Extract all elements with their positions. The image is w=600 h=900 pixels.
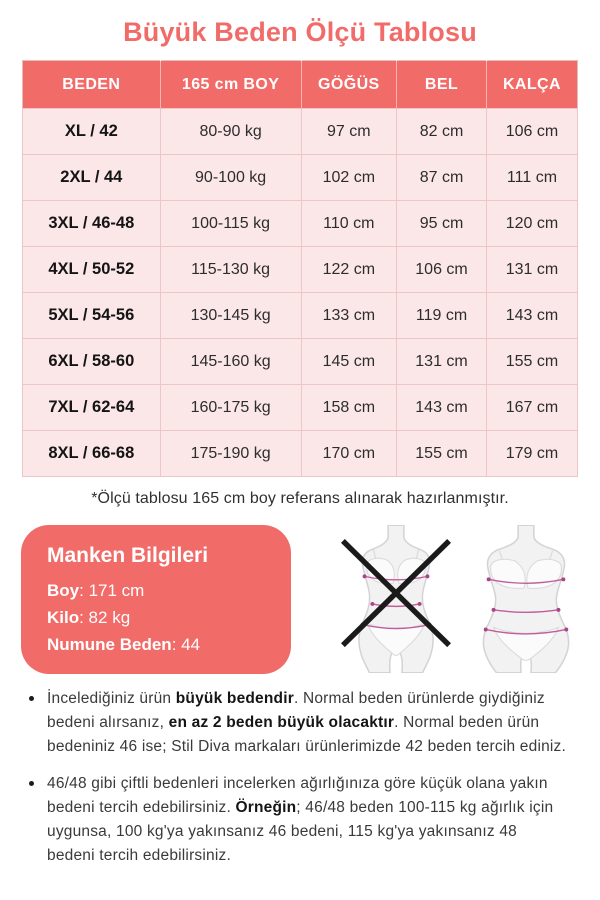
- column-header: BEL: [397, 61, 487, 109]
- page-title: Büyük Beden Ölçü Tablosu: [123, 17, 477, 47]
- measurement-cell: 102 cm: [301, 155, 396, 201]
- wrong-fit-figure: [337, 525, 455, 673]
- table-row: [23, 385, 578, 431]
- measurement-cell: 143 cm: [397, 385, 487, 431]
- table-row: [23, 339, 578, 385]
- table-row: [23, 201, 578, 247]
- model-info-field: Numune Beden: 44: [47, 635, 201, 654]
- measurement-cell: 145-160 kg: [160, 339, 301, 385]
- measurement-cell: 111 cm: [486, 155, 577, 201]
- column-header: BEDEN: [23, 61, 161, 109]
- measurement-cell: 106 cm: [397, 247, 487, 293]
- measurement-cell: 115-130 kg: [160, 247, 301, 293]
- size-table-header-row: [23, 61, 578, 109]
- column-header: 165 cm BOY: [160, 61, 301, 109]
- size-cell: XL / 42: [23, 109, 161, 155]
- measurement-cell: 158 cm: [301, 385, 396, 431]
- measurement-cell: 143 cm: [486, 293, 577, 339]
- model-info-field: Boy: 171 cm: [47, 581, 145, 600]
- table-row: [23, 109, 578, 155]
- measurement-cell: 106 cm: [486, 109, 577, 155]
- correct-fit-figure: [467, 525, 585, 673]
- table-row: [23, 431, 578, 477]
- model-info-fields: [47, 577, 265, 658]
- table-footnote: *Ölçü tablosu 165 cm boy referans alınarak hazırlanmıştır.: [91, 490, 509, 507]
- measurement-cell: 120 cm: [486, 201, 577, 247]
- column-header: GÖĞÜS: [301, 61, 396, 109]
- measurement-cell: 119 cm: [397, 293, 487, 339]
- size-chart-table: [22, 60, 578, 477]
- size-cell: 3XL / 46-48: [23, 201, 161, 247]
- measurement-cell: 167 cm: [486, 385, 577, 431]
- measurement-cell: 175-190 kg: [160, 431, 301, 477]
- measurement-cell: 179 cm: [486, 431, 577, 477]
- note-text: 46/48 gibi çiftli bedenleri incelerken ağırlığınıza göre küçük olana yakın bedeni tercih edebilirsiniz. Örneğin; 46/48 beden 100-115 kg ağırlık için uygunsa, 100 kg'ya yakınsanız 46 bedeni, 115 kg'ya yakınsanız 48 bedeni tercih edebilirsiniz.: [47, 775, 554, 864]
- bullet-dot-icon: [29, 781, 34, 786]
- measurement-cell: 95 cm: [397, 201, 487, 247]
- measurement-cell: 155 cm: [486, 339, 577, 385]
- measurement-cell: 90-100 kg: [160, 155, 301, 201]
- measurement-cell: 131 cm: [397, 339, 487, 385]
- measurement-cell: 80-90 kg: [160, 109, 301, 155]
- measurement-cell: 133 cm: [301, 293, 396, 339]
- measurement-cell: 170 cm: [301, 431, 396, 477]
- measurement-cell: 122 cm: [301, 247, 396, 293]
- note-text: İncelediğiniz ürün büyük bedendir. Normal beden ürünlerde giydiğiniz bedeni alırsanız, en az 2 beden büyük olacaktır. Normal beden ürün bedeniniz 46 ise; Stil Diva markaları ürünlerimizde 42 beden tercih ediniz.: [47, 690, 567, 755]
- info-notes: [0, 687, 600, 868]
- cross-x-icon: [337, 525, 455, 673]
- size-cell: 8XL / 66-68: [23, 431, 161, 477]
- table-row: [23, 247, 578, 293]
- measurement-cell: 130-145 kg: [160, 293, 301, 339]
- measurement-cell: 110 cm: [301, 201, 396, 247]
- size-cell: 4XL / 50-52: [23, 247, 161, 293]
- size-cell: 7XL / 62-64: [23, 385, 161, 431]
- measurement-cell: 155 cm: [397, 431, 487, 477]
- model-info-section: [0, 525, 600, 674]
- size-cell: 6XL / 58-60: [23, 339, 161, 385]
- measurement-cell: 131 cm: [486, 247, 577, 293]
- measurement-cell: 160-175 kg: [160, 385, 301, 431]
- model-info-field: Kilo: 82 kg: [47, 608, 131, 627]
- note-item: [26, 687, 574, 759]
- measurement-cell: 100-115 kg: [160, 201, 301, 247]
- table-row: [23, 293, 578, 339]
- model-info-title: Manken Bilgileri: [47, 544, 209, 567]
- measurement-cell: 82 cm: [397, 109, 487, 155]
- measurement-cell: 87 cm: [397, 155, 487, 201]
- note-item: [26, 772, 574, 868]
- column-header: KALÇA: [486, 61, 577, 109]
- plus-size-body-icon: [467, 525, 585, 673]
- bullet-dot-icon: [29, 696, 34, 701]
- size-cell: 2XL / 44: [23, 155, 161, 201]
- body-figures: [337, 525, 585, 673]
- table-row: [23, 155, 578, 201]
- size-cell: 5XL / 54-56: [23, 293, 161, 339]
- measurement-cell: 145 cm: [301, 339, 396, 385]
- model-info-card: [21, 525, 291, 674]
- measurement-cell: 97 cm: [301, 109, 396, 155]
